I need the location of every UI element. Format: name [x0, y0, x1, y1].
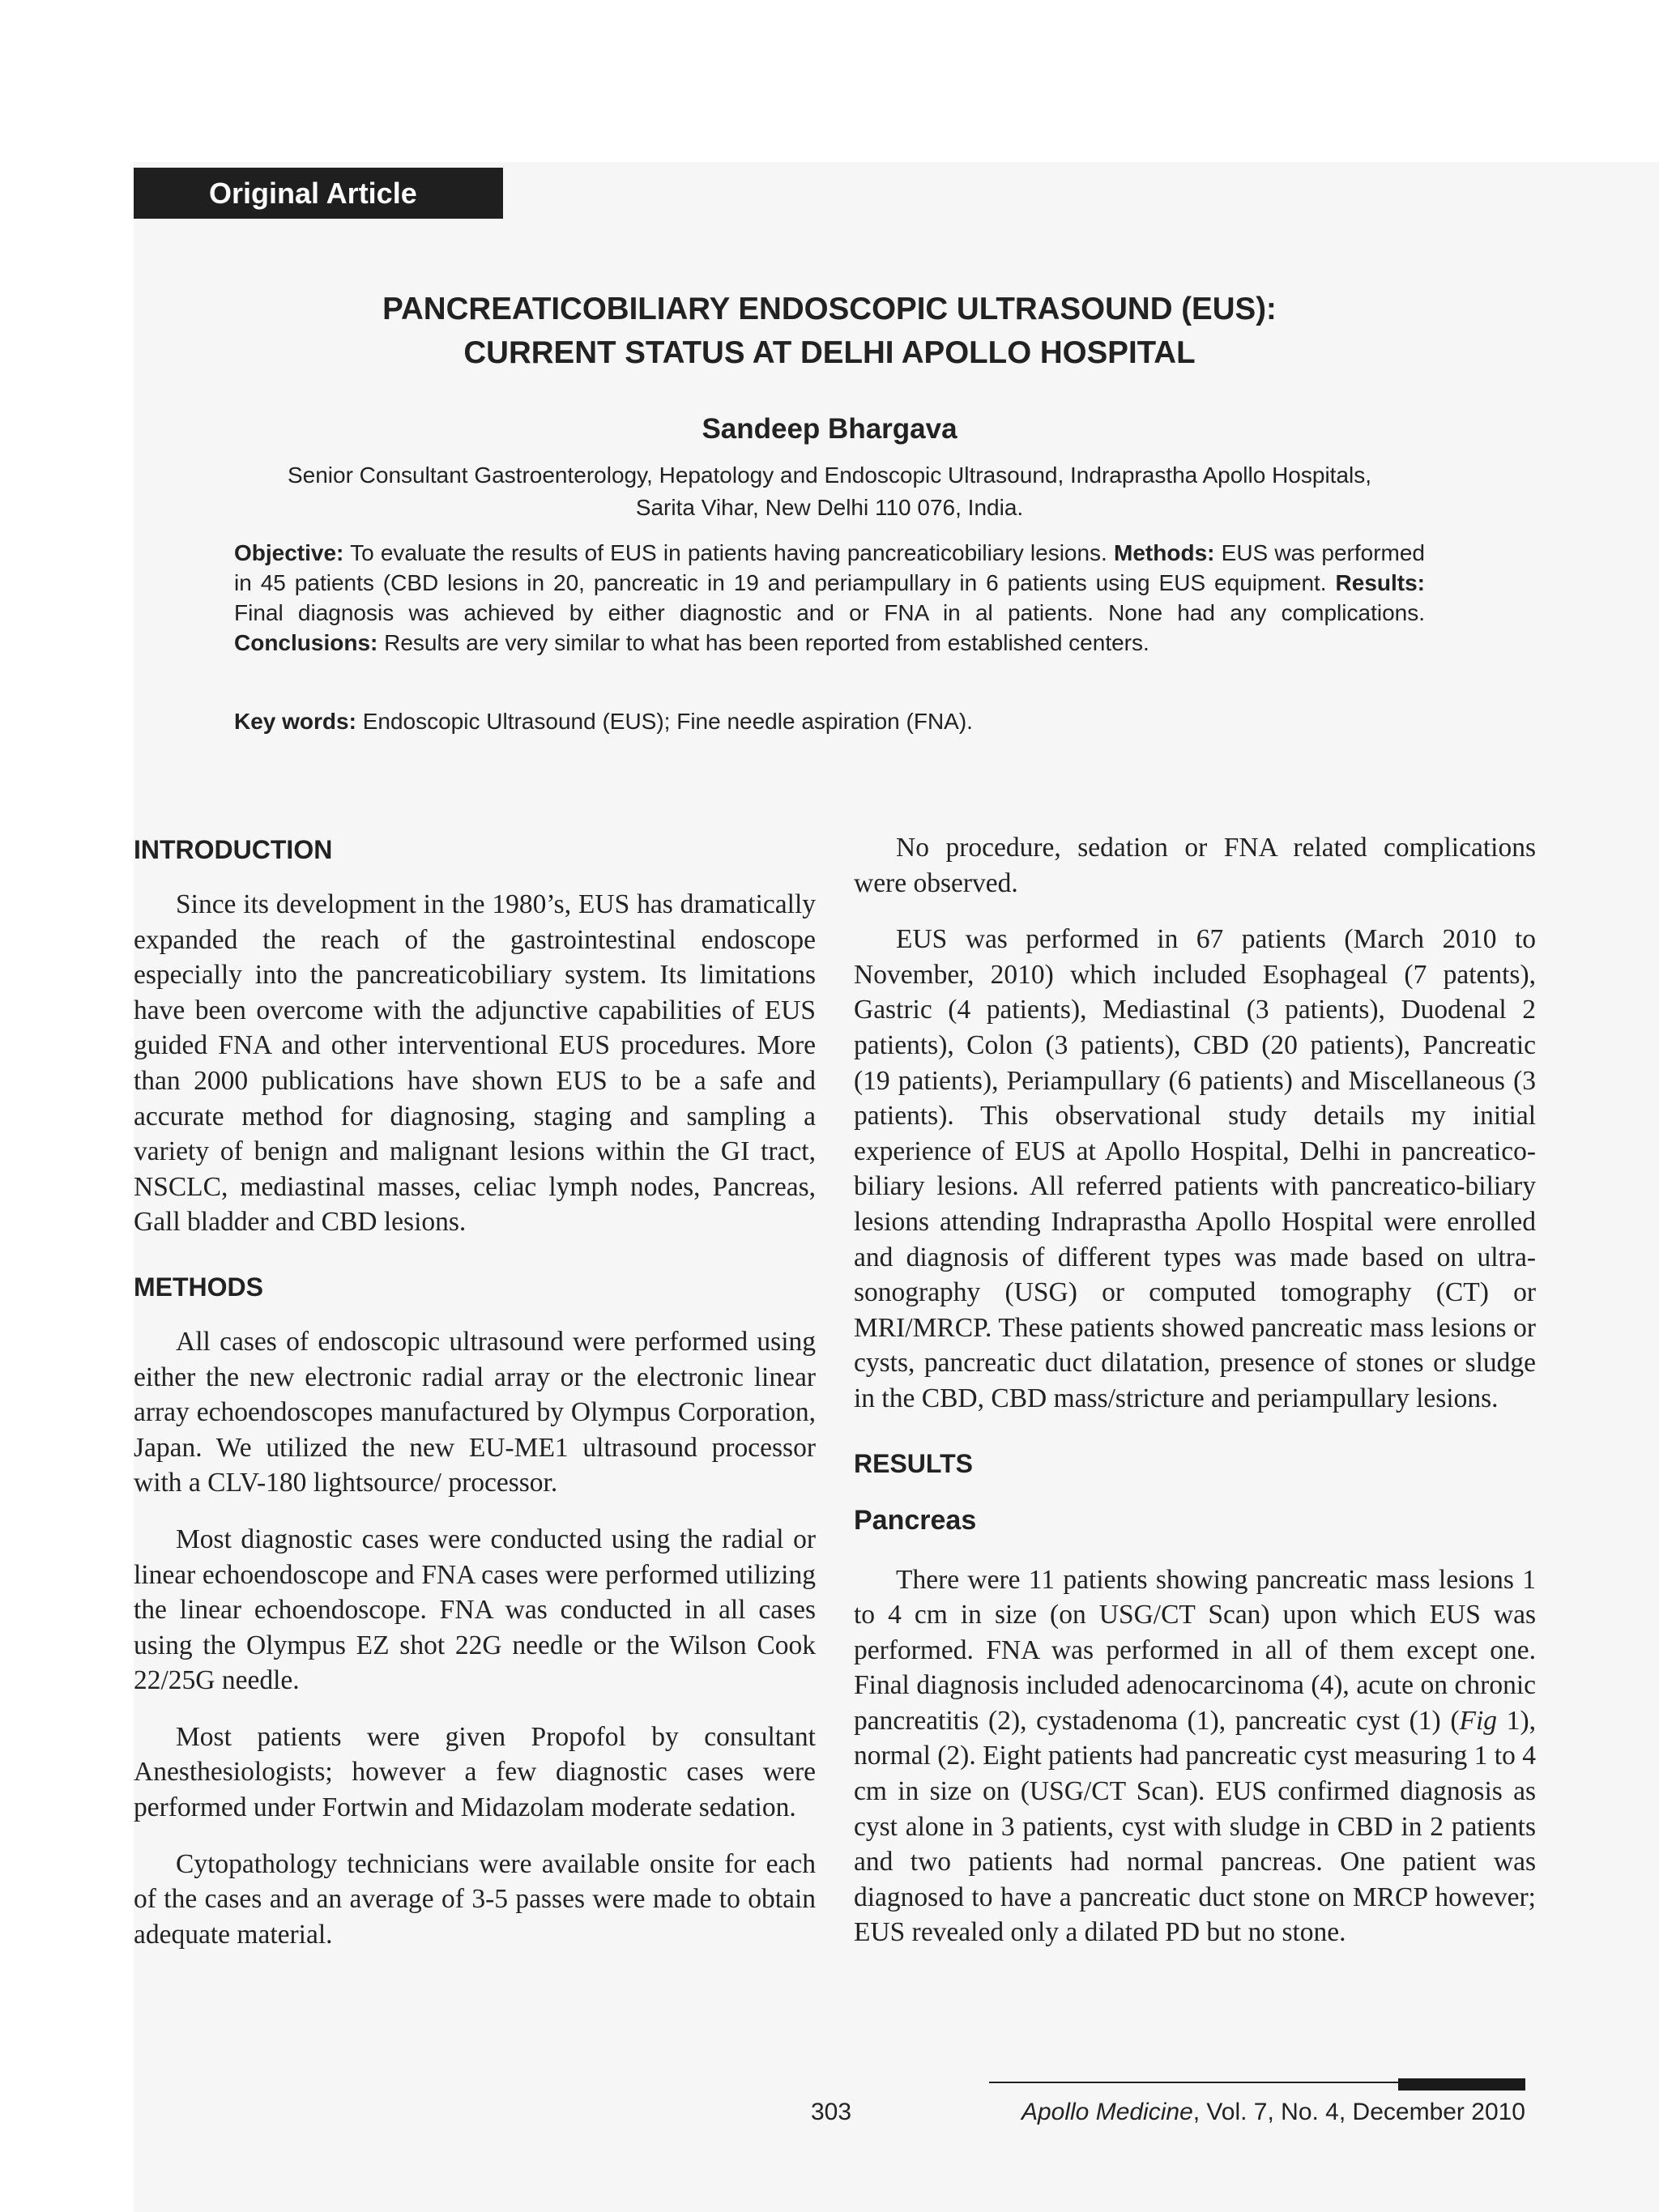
article-title [134, 288, 1525, 375]
affiliation-line-1: Senior Consultant Gastroenterology, Hepatology and Endoscopic Ultrasound, Indraprastha Apollo Hospitals, [287, 462, 1372, 488]
page-number: 303 [810, 2099, 852, 2125]
results-heading: RESULTS [854, 1448, 973, 1478]
journal-name: Apollo Medicine [1021, 2099, 1193, 2125]
right-column [854, 830, 1536, 1971]
introduction-paragraph: Since its development in the 1980’s, EUS has dramatically expanded the reach of the gastrointestinal endoscope especially into the pancreaticobiliary system. Its limitations have been overcome with the adjunctive capabilities of EUS guided FNA and other interventional EUS procedures. More than 2000 publications have shown EUS to be a safe and accurate method for diagnosing, staging and sampling a variety of benign and malignant lesions within the GI tract, NSCLC, mediastinal masses, celiac lymph nodes, Pancreas, Gall bladder and CBD lesions. [134, 889, 816, 1238]
abstract [234, 538, 1425, 658]
patients-paragraph: EUS was performed in 67 patients (March 2010 to November, 2010) which included Esophageal (7 patents), Gastric (4 patients), Mediastinal (3 patients), Duodenal 2 patients), Colon (3 patients), CBD (20 patients), Pancreatic (19 patients), Periampullary (6 patients) and Miscellaneous (3 patients). This observational study details my initial experience of EUS at Apollo Hospital, Delhi in pancreatico-biliary lesions. All referred patients with pancreatico-biliary lesions attending Indraprastha Apollo Hospital were enrolled and diagnosis of different types was made based on ultra-sonography (USG) or computed tomography (CT) or MRI/MRCP. These patients showed pancreatic mass lesions or cysts, pancreatic duct dilatation, presence of stones or sludge in the CBD, CBD mass/stricture and periampullary lesions. [854, 924, 1536, 1413]
journal-details: , Vol. 7, No. 4, December 2010 [1192, 2099, 1525, 2125]
author-name: Sandeep Bhargava [702, 413, 957, 445]
conclusions-label: Conclusions: [234, 630, 378, 655]
keywords-text: Endoscopic Ultrasound (EUS); Fine needle aspiration (FNA). [356, 709, 973, 734]
methods-paragraph-2: Most diagnostic cases were conducted using the radial or linear echoendoscope and FNA cases were performed utilizing the linear echoendoscope. FNA was conducted in all cases using the Olympus EZ shot 22G needle or the Wilson Cook 22/25G needle. [134, 1524, 816, 1696]
affiliation-line-2: Sarita Vihar, New Delhi 110 076, India. [635, 495, 1024, 520]
objective-label: Objective: [234, 540, 344, 565]
methods-heading: METHODS [134, 1272, 263, 1302]
title-line-2: CURRENT STATUS AT DELHI APOLLO HOSPITAL [463, 335, 1196, 370]
introduction-heading: INTRODUCTION [134, 835, 333, 864]
methods-paragraph-4: Cytopathology technicians were available onsite for each of the cases and an average of 3-5 passes were made to obtain adequate material. [134, 1848, 816, 1950]
pancreas-text-a: There were 11 patients showing pancreatic mass lesions 1 to 4 cm in size (on USG/CT Scan) upon which EUS was performed. FNA was performed in all of them except one. Final diagnosis included adenocarcinoma (4), acute on chronic pancreatitis (2), cystadenoma (1), pancreatic cyst (1) ( [854, 1564, 1536, 1736]
pancreas-heading: Pancreas [854, 1504, 977, 1536]
pancreas-paragraph [854, 1562, 1536, 1951]
results-text: Final diagnosis was achieved by either diagnostic and or FNA in al patients. None had any complications. [234, 600, 1425, 625]
methods-paragraph-1: All cases of endoscopic ultrasound were performed using either the new electronic radial array or the electronic linear array echoendoscopes manufactured by Olympus Corporation, Japan. We utilized the new EU-ME1 ultrasound processor with a CLV-180 lightsource/ processor. [134, 1326, 816, 1498]
title-line-1: PANCREATICOBILIARY ENDOSCOPIC ULTRASOUND (EUS): [382, 292, 1277, 326]
article-type-badge: Original Article [134, 168, 503, 219]
author-affiliation [134, 459, 1525, 524]
keywords-label: Key words: [234, 709, 356, 734]
figure-reference: Fig [1459, 1705, 1498, 1736]
keywords [234, 706, 1425, 736]
objective-text: To evaluate the results of EUS in patients having pancreaticobiliary lesions. [343, 540, 1115, 565]
methods-label: Methods: [1114, 540, 1215, 565]
journal-citation [958, 2096, 1525, 2129]
footer-accent-bar [1398, 2078, 1525, 2091]
conclusions-text: Results are very similar to what has been reported from established centers. [377, 630, 1149, 655]
complications-paragraph: No procedure, sedation or FNA related complications were observed. [854, 833, 1536, 898]
left-column [134, 830, 816, 1973]
pancreas-text-b: 1), normal (2). Eight patients had pancreatic cyst measuring 1 to 4 cm in size on (USG/CT Scan). EUS confirmed diagnosis as cyst alone in 3 patients, cyst with sludge in CBD in 2 patients and two patients had normal pancreas. One patient was diagnosed to have a pancreatic duct stone on MRCP however; EUS revealed only a dilated PD but no stone. [854, 1705, 1536, 1948]
methods-paragraph-3: Most patients were given Propofol by consultant Anesthesiologists; however a few diagnostic cases were performed under Fortwin and Midazolam moderate sedation. [134, 1721, 816, 1823]
methods-text: EUS was performed in 45 patients (CBD lesions in 20, pancreatic in 19 and periampullary in 6 patients using EUS equipment. [234, 540, 1425, 595]
results-label: Results: [1335, 570, 1425, 595]
